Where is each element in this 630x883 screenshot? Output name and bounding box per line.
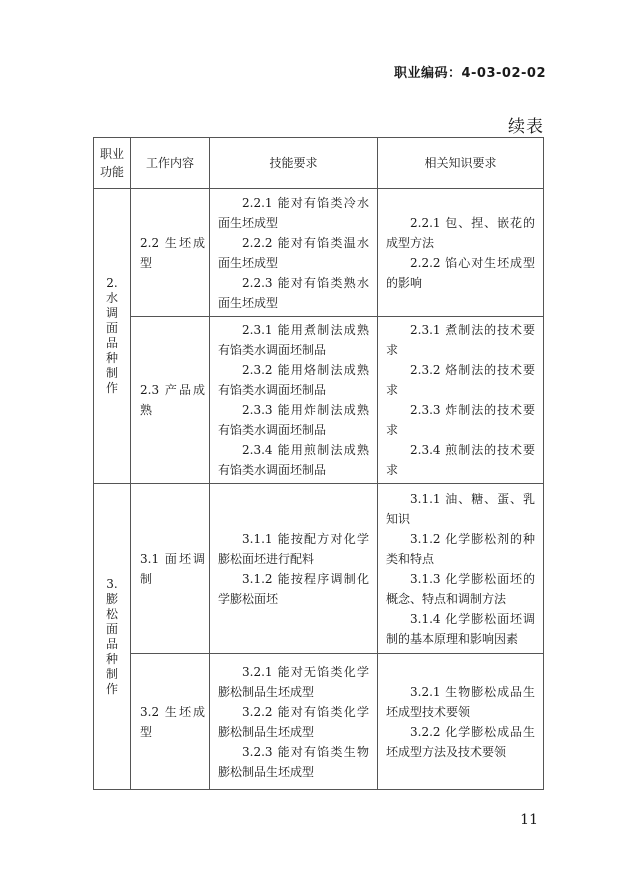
- function-title-char: 作: [105, 681, 118, 696]
- page-number: 11: [520, 812, 538, 828]
- work-cell: 3.1 面坯调制: [131, 484, 210, 654]
- requirement-item: 2.3.2 烙制法的技术要求: [386, 363, 535, 397]
- requirement-item: 2.3.4 能用煎制法成熟有馅类水调面坯制品: [218, 443, 369, 477]
- function-title-char: 种: [105, 651, 118, 666]
- requirement-item: 2.3.3 能用炸制法成熟有馅类水调面坯制品: [218, 403, 369, 437]
- requirement-item: 3.2.3 能对有馅类生物膨松制品生坯成型: [218, 744, 369, 779]
- table-header-row: [94, 138, 544, 189]
- knowledge-cell: [378, 484, 544, 654]
- requirement-item: 3.2.2 能对有馅类化学膨松制品生坯成型: [218, 704, 369, 739]
- requirement-item: 2.3.4 煎制法的技术要求: [386, 443, 535, 477]
- function-title-char: 膨: [105, 591, 118, 606]
- requirement-item: 2.3.2 能用烙制法成熟有馅类水调面坯制品: [218, 363, 369, 397]
- function-cell: [94, 189, 131, 484]
- skills-cell: [210, 484, 378, 654]
- requirement-item: 3.2.1 生物膨松成品生坯成型技术要领: [386, 684, 535, 719]
- requirement-item: 2.2.1 能对有馅类冷水面生坯成型: [218, 195, 369, 230]
- table-row: [94, 484, 544, 654]
- requirement-item: 3.1.1 油、糖、蛋、乳知识: [386, 491, 535, 526]
- skills-cell: [210, 654, 378, 790]
- function-title-char: 品: [105, 336, 118, 350]
- requirement-item: 3.1.1 能按配方对化学膨松面坯进行配料: [218, 531, 369, 566]
- header-work: 工作内容: [131, 138, 210, 189]
- header-knowledge: 相关知识要求: [378, 138, 544, 189]
- work-cell: 2.3 产品成熟: [131, 317, 210, 484]
- header-function: 职业 功能: [94, 138, 131, 189]
- requirement-item: 3.2.1 能对无馅类化学膨松制品生坯成型: [218, 664, 369, 699]
- requirement-item: 2.3.1 煮制法的技术要求: [386, 323, 535, 357]
- work-cell: 3.2 生坯成型: [131, 654, 210, 790]
- table-row: [94, 654, 544, 790]
- requirement-item: 2.2.1 包、捏、嵌花的成型方法: [386, 215, 535, 250]
- function-title-char: 品: [105, 636, 118, 651]
- function-title-char: 调: [105, 306, 118, 320]
- requirement-item: 3.1.4 化学膨松面坯调制的基本原理和影响因素: [386, 611, 535, 646]
- work-cell: 2.2 生坯成型: [131, 189, 210, 317]
- function-title-char: 3.: [106, 576, 118, 591]
- function-title-char: 种: [105, 351, 118, 365]
- job-code: 职业编码：4-03-02-02: [393, 66, 546, 81]
- function-title-char: 面: [105, 321, 118, 335]
- requirement-item: 3.2.2 化学膨松成品生坯成型方法及技术要领: [386, 724, 535, 759]
- requirement-item: 3.1.2 能按程序调制化学膨松面坯: [218, 571, 369, 606]
- continued-label: 续表: [508, 117, 544, 137]
- function-title-char: 面: [105, 621, 118, 636]
- function-cell: [94, 484, 131, 790]
- requirement-item: 3.1.2 化学膨松剂的种类和特点: [386, 531, 535, 566]
- table-row: [94, 317, 544, 484]
- requirement-item: 2.2.3 能对有馅类熟水面生坯成型: [218, 275, 369, 310]
- function-title-char: 水: [105, 291, 118, 305]
- function-title-char: 作: [105, 381, 118, 395]
- function-title-char: 制: [105, 366, 118, 380]
- requirement-item: 2.3.3 炸制法的技术要求: [386, 403, 535, 437]
- skills-table: [93, 137, 544, 790]
- requirement-item: 3.1.3 化学膨松面坯的概念、特点和调制方法: [386, 571, 535, 606]
- table-row: [94, 189, 544, 317]
- requirement-item: 2.2.2 能对有馅类温水面生坯成型: [218, 235, 369, 270]
- function-title-char: 松: [105, 606, 118, 621]
- knowledge-cell: [378, 654, 544, 790]
- requirement-item: 2.3.1 能用煮制法成熟有馅类水调面坯制品: [218, 323, 369, 357]
- function-title-char: 2.: [106, 276, 118, 290]
- skills-cell: [210, 189, 378, 317]
- function-title-char: 制: [105, 666, 118, 681]
- skills-cell: [210, 317, 378, 484]
- knowledge-cell: [378, 189, 544, 317]
- header-skills: 技能要求: [210, 138, 378, 189]
- knowledge-cell: [378, 317, 544, 484]
- requirement-item: 2.2.2 馅心对生坯成型的影响: [386, 255, 535, 290]
